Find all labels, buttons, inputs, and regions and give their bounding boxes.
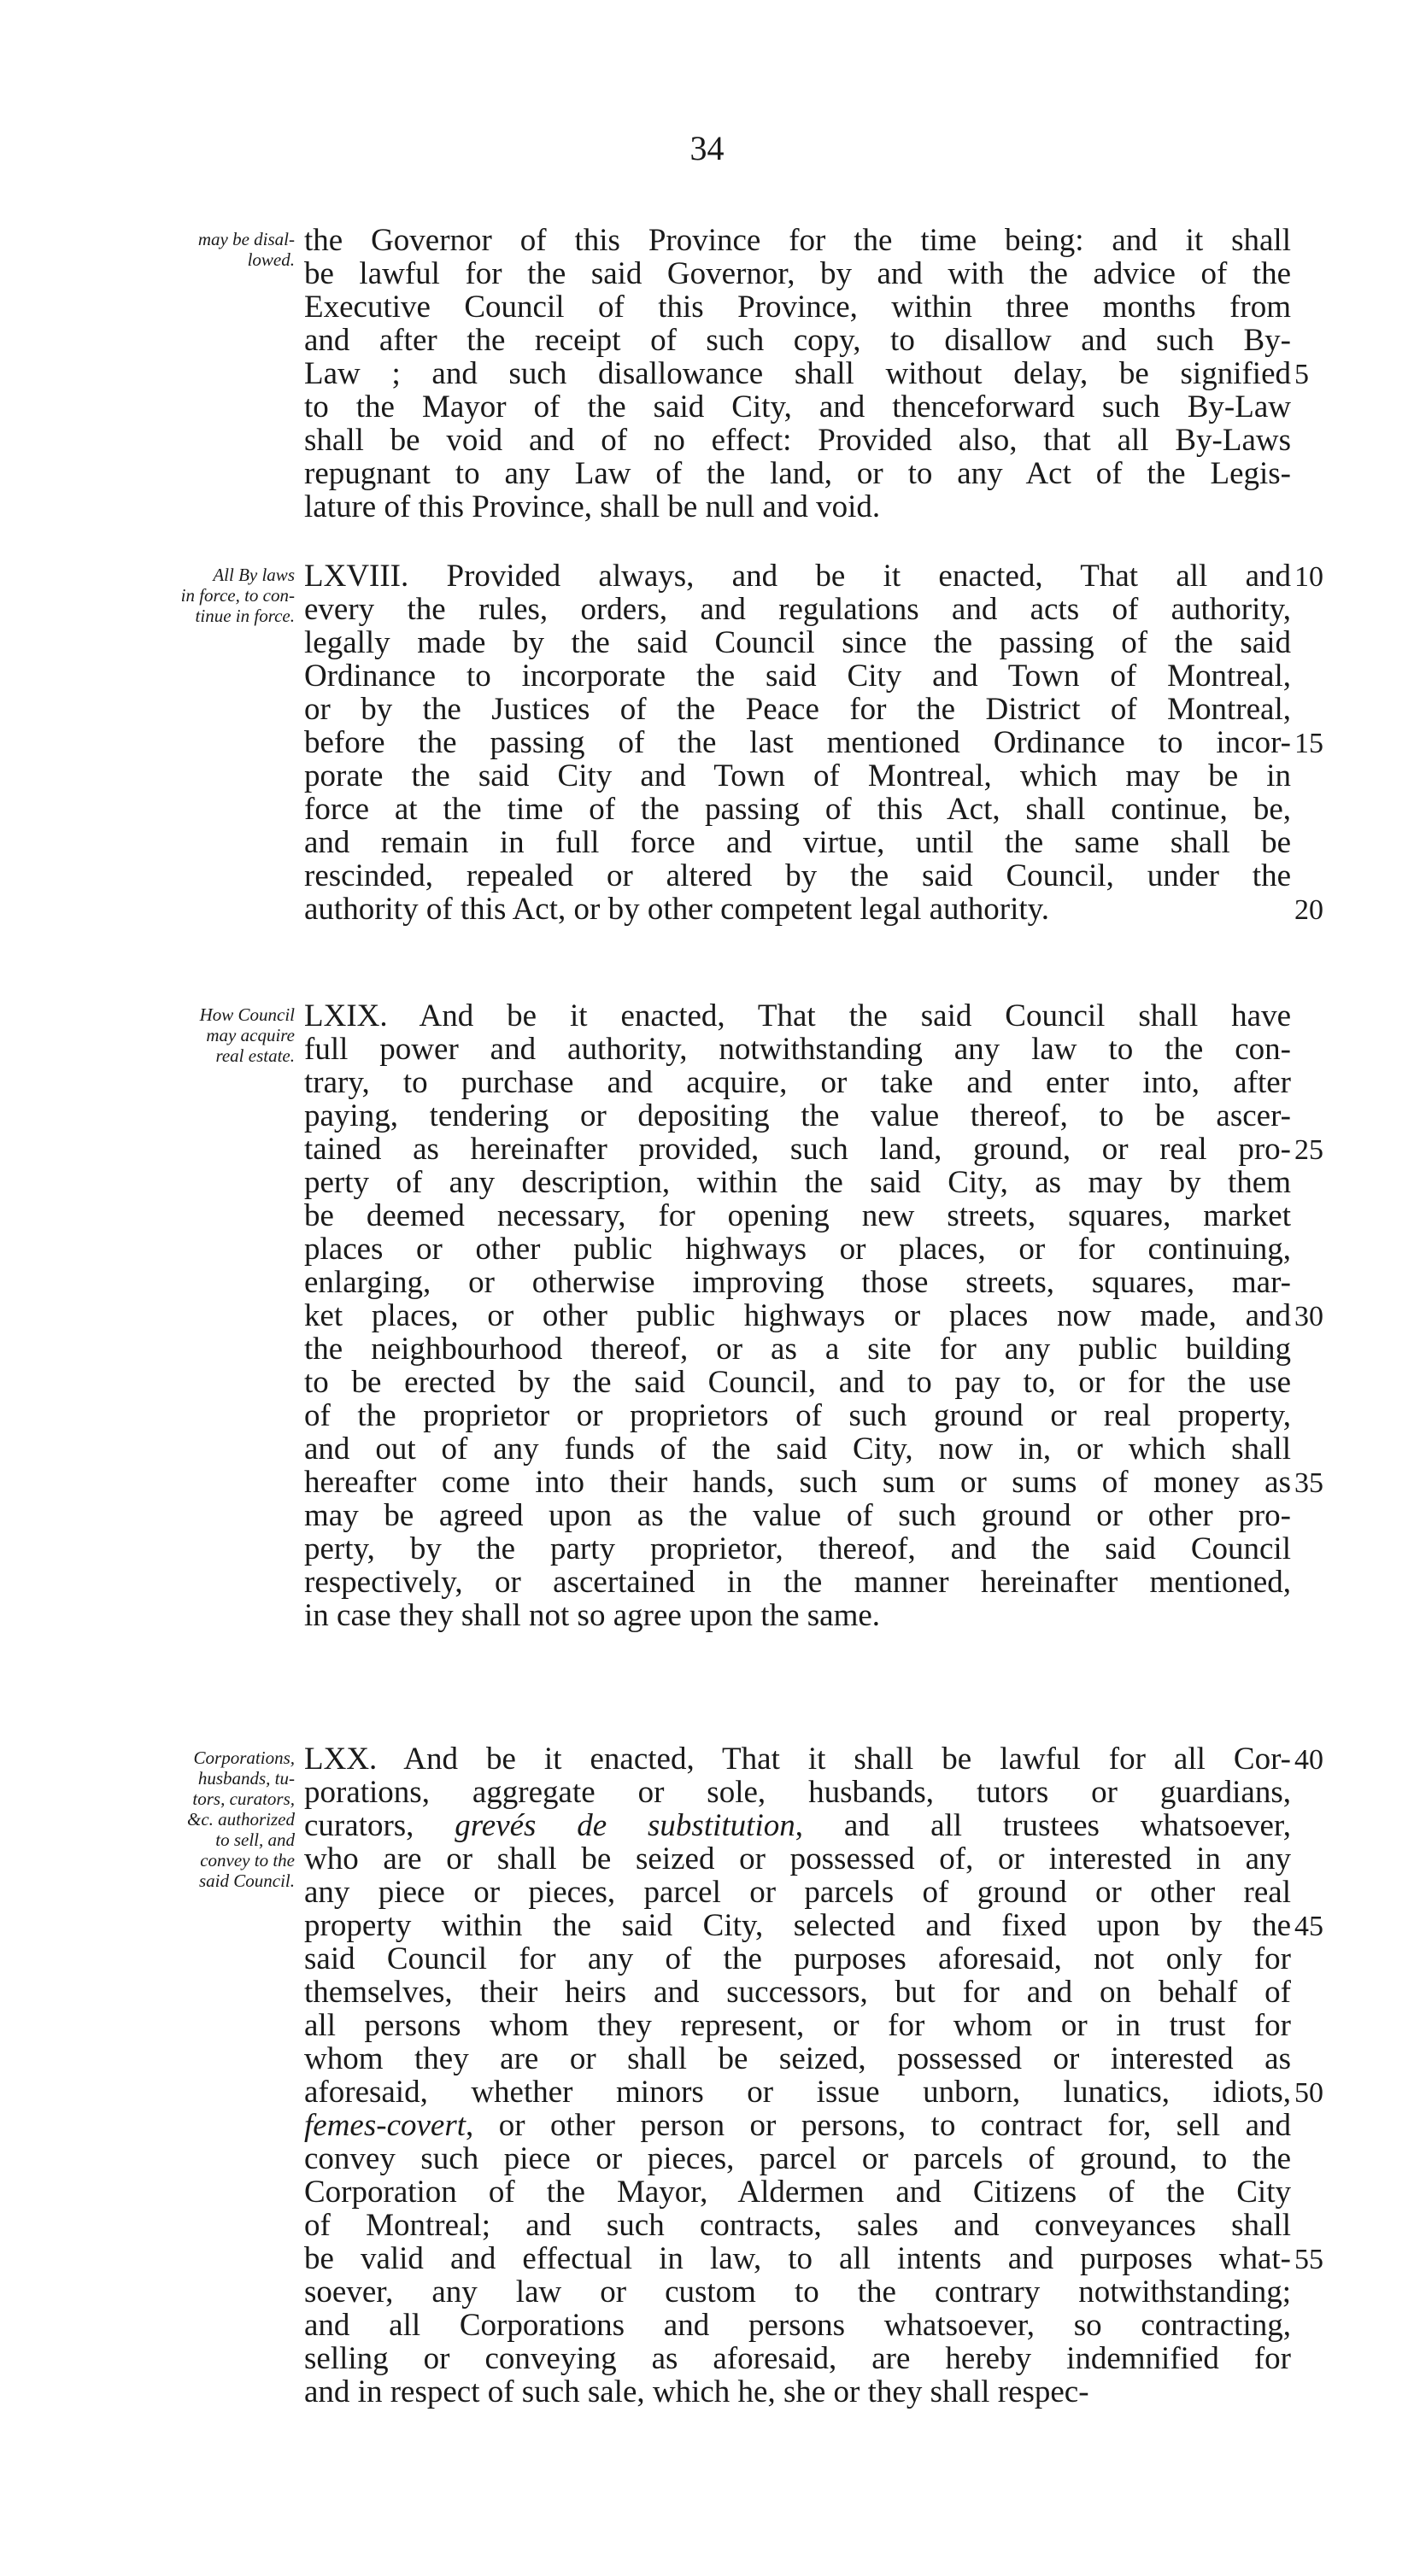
- text-line: repugnant to any Law of the land, or to any Act of the Legis-: [304, 456, 1291, 491]
- line-number: 50: [1294, 2077, 1323, 2109]
- text-line: authority of this Act, or by other competent legal authority.: [304, 892, 1050, 927]
- text-line: perty, by the party proprietor, thereof, and the said Council: [304, 1531, 1291, 1566]
- margin-note-line: may acquire: [206, 1025, 295, 1045]
- text-line: tained as hereinafter provided, such land, ground, or real pro-: [304, 1132, 1291, 1167]
- text-line: and remain in full force and virtue, until the same shall be: [304, 825, 1291, 860]
- text-line: LXIX. And be it enacted, That the said Council shall have: [304, 998, 1291, 1033]
- line-number: 45: [1294, 1911, 1323, 1942]
- text-line: be valid and effectual in law, to all intents and purposes what-: [304, 2241, 1291, 2276]
- line-number: 35: [1294, 1467, 1323, 1499]
- text-line: hereafter come into their hands, such sum or sums of money as: [304, 1465, 1291, 1500]
- margin-note-line: How Council: [199, 1004, 295, 1025]
- text-line: said Council for any of the purposes aforesaid, not only for: [304, 1941, 1291, 1976]
- text-line: porations, aggregate or sole, husbands, tutors or guardians,: [304, 1775, 1291, 1810]
- text-line: every the rules, orders, and regulations and acts of authority,: [304, 592, 1291, 627]
- text-line: and all Corporations and persons whatsoever, so contracting,: [304, 2308, 1291, 2343]
- text-line: before the passing of the last mentioned Ordinance to incor-: [304, 725, 1291, 760]
- text-line: perty of any description, within the said City, as may by them: [304, 1165, 1291, 1200]
- text-line: convey such piece or pieces, parcel or parcels of ground, to the: [304, 2141, 1291, 2176]
- margin-note-line: convey to the: [200, 1850, 295, 1871]
- text-line: legally made by the said Council since the passing of the said: [304, 625, 1291, 660]
- margin-note-line: lowed.: [247, 249, 295, 270]
- text-line: places or other public highways or places, or for continuing,: [304, 1232, 1291, 1267]
- text-line: Corporation of the Mayor, Aldermen and Citizens of the City: [304, 2175, 1291, 2210]
- margin-note-line: All By laws: [213, 565, 295, 585]
- margin-note-line: said Council.: [198, 1871, 295, 1891]
- text-line: trary, to purchase and acquire, or take and enter into, after: [304, 1065, 1291, 1100]
- line-number: 15: [1294, 728, 1323, 759]
- line-number: 25: [1294, 1134, 1323, 1166]
- margin-note-line: husbands, tu-: [197, 1768, 295, 1789]
- text-line: may be agreed upon as the value of such ground or other pro-: [304, 1498, 1291, 1533]
- text-line: any piece or pieces, parcel or parcels of ground or other real: [304, 1875, 1291, 1910]
- text-line: ket places, or other public highways or places now made, and: [304, 1298, 1291, 1333]
- line-number: 40: [1294, 1744, 1323, 1776]
- text-line: femes-covert, or other person or persons, to contract for, sell and: [304, 2108, 1291, 2143]
- text-line: of Montreal; and such contracts, sales and conveyances shall: [304, 2208, 1291, 2243]
- text-line: respectively, or ascertained in the manner hereinafter mentioned,: [304, 1565, 1291, 1600]
- text-line: LXVIII. Provided always, and be it enacted, That all and: [304, 559, 1291, 594]
- text-line: whom they are or shall be seized, possessed or interested as: [304, 2041, 1291, 2076]
- text-line: porate the said City and Town of Montreal, which may be in: [304, 758, 1291, 793]
- line-number: 10: [1294, 561, 1323, 593]
- margin-note-line: &c. authorized: [187, 1809, 295, 1830]
- margin-note-line: in force, to con-: [180, 585, 295, 606]
- text-line: paying, tendering or depositing the value thereof, to be ascer-: [304, 1098, 1291, 1133]
- text-line: selling or conveying as aforesaid, are hereby indemnified for: [304, 2341, 1291, 2376]
- margin-note-line: to sell, and: [215, 1830, 295, 1850]
- margin-note-line: tors, curators,: [192, 1789, 295, 1809]
- text-line: to be erected by the said Council, and to pay to, or for the use: [304, 1365, 1291, 1400]
- page-number: 34: [689, 129, 725, 167]
- text-line: of the proprietor or proprietors of such ground or real property,: [304, 1398, 1291, 1433]
- text-line: curators, grevés de substitution, and all trustees whatsoever,: [304, 1808, 1291, 1843]
- text-line: the Governor of this Province for the time being: and it shall: [304, 223, 1291, 258]
- text-line: all persons whom they represent, or for whom or in trust for: [304, 2008, 1291, 2043]
- text-line: Executive Council of this Province, within three months from: [304, 290, 1291, 325]
- text-line: LXX. And be it enacted, That it shall be lawful for all Cor-: [304, 1742, 1291, 1777]
- text-line: shall be void and of no effect: Provided also, that all By-Laws: [304, 423, 1291, 458]
- line-number: 20: [1294, 894, 1323, 926]
- text-line: soever, any law or custom to the contrary notwithstanding;: [304, 2274, 1291, 2310]
- text-line: in case they shall not so agree upon the same.: [304, 1598, 881, 1633]
- margin-note-line: Corporations,: [193, 1748, 295, 1768]
- text-line: or by the Justices of the Peace for the District of Montreal,: [304, 692, 1291, 727]
- line-number: 55: [1294, 2244, 1323, 2275]
- text-line: to the Mayor of the said City, and thenceforward such By-Law: [304, 389, 1291, 424]
- text-line: be lawful for the said Governor, by and with the advice of the: [304, 256, 1291, 291]
- text-line: and in respect of such sale, which he, she or they shall respec-: [304, 2374, 1089, 2409]
- text-line: who are or shall be seized or possessed of, or interested in any: [304, 1841, 1291, 1876]
- text-line: themselves, their heirs and successors, but for and on behalf of: [304, 1975, 1291, 2010]
- text-line: Law ; and such disallowance shall without delay, be signified: [304, 356, 1291, 391]
- text-line: property within the said City, selected and fixed upon by the: [304, 1908, 1291, 1943]
- line-number: 5: [1294, 359, 1309, 390]
- text-line: and out of any funds of the said City, now in, or which shall: [304, 1431, 1291, 1467]
- text-line: be deemed necessary, for opening new streets, squares, market: [304, 1198, 1291, 1233]
- text-line: aforesaid, whether minors or issue unborn, lunatics, idiots,: [304, 2075, 1291, 2110]
- text-line: Ordinance to incorporate the said City and Town of Montreal,: [304, 659, 1291, 694]
- text-line: rescinded, repealed or altered by the said Council, under the: [304, 858, 1291, 893]
- text-line: full power and authority, notwithstanding any law to the con-: [304, 1032, 1291, 1067]
- text-line: lature of this Province, shall be null and void.: [304, 489, 881, 524]
- margin-note-line: tinue in force.: [195, 606, 295, 626]
- margin-note-line: real estate.: [215, 1045, 295, 1066]
- text-line: enlarging, or otherwise improving those streets, squares, mar-: [304, 1265, 1291, 1300]
- text-line: the neighbourhood thereof, or as a site for any public building: [304, 1332, 1291, 1367]
- margin-note-line: may be disal-: [197, 229, 295, 249]
- text-line: force at the time of the passing of this Act, shall continue, be,: [304, 792, 1291, 827]
- line-number: 30: [1294, 1301, 1323, 1332]
- text-line: and after the receipt of such copy, to disallow and such By-: [304, 323, 1291, 358]
